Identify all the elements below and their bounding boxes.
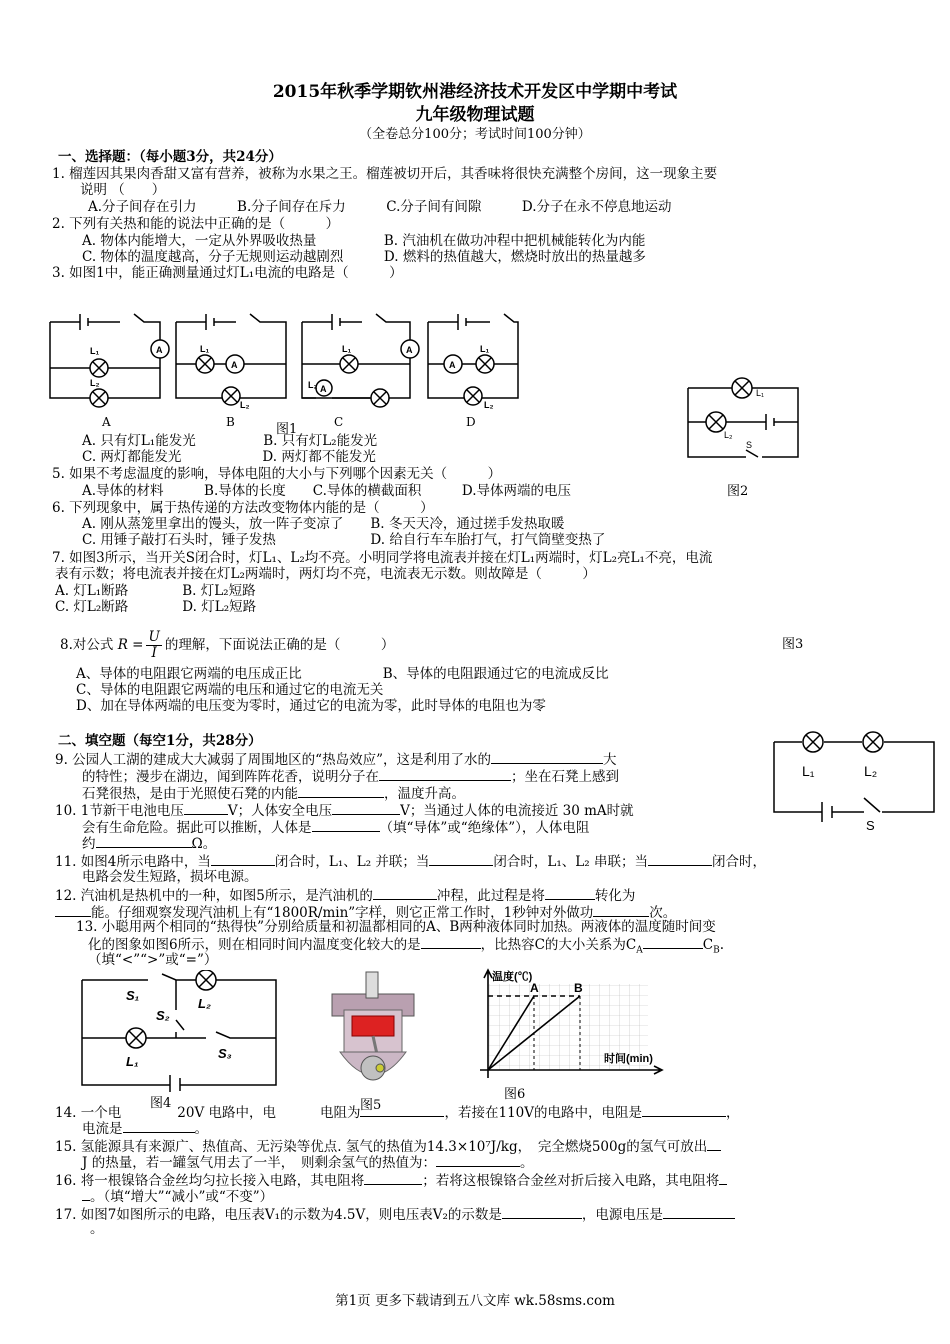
q13-line-1: 13. 小聪用两个相同的“热得快”分别给质量和初温都相同的A、B两种液体同时加热。两液体的温度随时间变 [76, 919, 716, 935]
q12-line-1: 12. 汽油机是热机中的一种，如图5所示，是汽油机的 冲程，此过程是将 转化为 [55, 888, 636, 904]
fig1-label-c: C [334, 415, 344, 428]
page-footer: 第1页 更多下载请到五八文库 wk.58sms.com [335, 1293, 615, 1309]
q10-line-2: 会有生命危险。据此可以推断，人体是 （填“导体”或“绝缘体”），人体电阻 [82, 820, 590, 836]
q12-line-2: 能。仔细观察发现汽油机上有“1800R/min”字样，则它正常工作时，1秒钟对外做功 次。 [55, 903, 676, 922]
svg-text:L₁: L₁ [480, 344, 490, 354]
q9-line-3: 石凳很热，是由于光照使石凳的内能 ，温度升高。 [82, 786, 465, 802]
q1-line-1: 1. 榴莲因其果肉香甜又富有营养，被称为水果之王。榴莲被切开后，其香味将很快充满整个房间，这一现象主要 [52, 166, 718, 182]
q11-line-2: 电路会发生短路，损坏电源。 [82, 869, 258, 885]
q17-line-1: 17. 如图7如图所示的电路，电压表V₁的示数为4.5V，则电压表V₂的示数是 ，电源电压是 [55, 1205, 735, 1224]
q13-line-2: 化的图象如图6所示，则在相同时间内温度变化较大的是 ，比热容C的大小关系为$C_A$ $C_B$. [88, 937, 725, 956]
q2-options-2: C. 物体的温度越高，分子无规则运动越剧烈 D. 燃料的热值越大，燃烧时放出的热量越多 [82, 249, 646, 265]
figure-3-circuit [772, 728, 938, 832]
figure-5-engine [328, 970, 418, 1094]
q13-line-3: （填“<”“>”或“=”） [88, 952, 218, 968]
q6-options-2: C. 用锤子敲打石头时，锤子发热 D. 给自行车车胎打气，打气筒壁变热了 [82, 532, 606, 548]
svg-text:L₂: L₂ [90, 378, 100, 388]
svg-text:L₁: L₁ [90, 346, 100, 356]
figure-3-caption: 图3 [782, 637, 804, 652]
q14-line-1: 14. 一个电 20V 电路中，电 电阻为 ，若接在110V的电路中，电阻是 ， [55, 1105, 740, 1121]
q1-line-2: 说明 （ ） [80, 182, 166, 198]
q1-options: A.分子间存在引力 B.分子间存在斥力 C.分子间有间隙 D.分子在永不停息地运动 [88, 199, 672, 215]
q16-line-2: 。（填“增大”“减小”或“不变”） [82, 1187, 273, 1206]
q5-options: A.导体的材料 B.导体的长度 C.导体的横截面积 D.导体两端的电压 [82, 483, 572, 499]
fig6-y-label: 温度(℃) [492, 971, 533, 983]
figure-2-caption: 图2 [727, 484, 749, 499]
figure-4-circuit [80, 970, 280, 1092]
figure-6-graph [470, 966, 670, 1084]
svg-text:S: S [746, 440, 753, 450]
ammeter-a-label: A [156, 345, 163, 355]
q2-stem: 2. 下列有关热和能的说法中正确的是（ ） [52, 216, 340, 232]
q9-line-2: 的特性；漫步在湖边，闻到阵阵花香，说明分子在 ；坐在石凳上感到 [82, 769, 619, 785]
q11-line-1: 11. 如图4所示电路中，当 闭合时，L₁、L₂ 并联；当 闭合时，L₁、L₂ 串联；当 闭合时， [55, 854, 766, 870]
exam-subject-title: 九年级物理试题 [415, 105, 535, 125]
q15-line-2: J 的热量，若一罐氢气用去了一半， 则剩余氢气的热值为： 。 [82, 1155, 534, 1171]
fig1-label-b: B [226, 415, 235, 428]
q10-line-1: 10. 1节新干电池电压 V；人体安全电压 V；当通过人体的电流接近 30 mA时就 [55, 803, 634, 819]
q2-options-1: A. 物体内能增大，一定从外界吸收热量 B. 汽油机在做功冲程中把机械能转化为内能 [82, 233, 646, 249]
fig1-label-d: D [466, 415, 476, 428]
ammeter-b-label: A [231, 360, 238, 370]
fig6-point-b: B [574, 981, 583, 995]
q10-line-3: 约 Ω。 [82, 836, 217, 852]
q17-line-2: 。 [90, 1221, 104, 1237]
svg-text:L₁: L₁ [342, 344, 352, 354]
svg-text:L₁: L₁ [200, 344, 210, 354]
figure-2-circuit [686, 372, 806, 464]
q6-stem: 6. 下列现象中，属于热传递的方法改变物体内能的是（ ） [52, 500, 434, 516]
q8-stem: 8.对公式 R = $\frac{U}{I}$ 的理解，下面说法正确的是（ ） [60, 629, 395, 661]
svg-text:L₂: L₂ [198, 996, 211, 1011]
q14-line-2: 电流是 。 [82, 1121, 208, 1137]
svg-text:S₁: S₁ [126, 988, 140, 1003]
q7-line-2: 表有示数；将电流表并接在灯L₂两端时，两灯均不亮，电流表无示数。则故障是（ ） [55, 566, 596, 582]
ammeter-c-label: A [406, 345, 413, 355]
q16-line-1: 16. 将一根镍铬合金丝均匀拉长接入电路，其电阻将 ；若将这根镍铬合金丝对折后接入电路，其电阻将 [55, 1171, 727, 1190]
figure-1-circuits [40, 308, 540, 428]
figure-4-caption: 图4 [150, 1096, 172, 1111]
figure-5-caption: 图5 [360, 1098, 382, 1113]
svg-text:L₂: L₂ [240, 400, 250, 410]
exam-info: （全卷总分100分；考试时间100分钟） [359, 127, 591, 142]
q3-stem: 3. 如图1中，能正确测量通过灯L₁电流的电路是（ ） [52, 265, 403, 281]
q5-stem: 5. 如果不考虑温度的影响，导体电阻的大小与下列哪个因素无关（ ） [52, 466, 502, 482]
svg-text:L₁: L₁ [756, 388, 765, 398]
q8-options-1: A、导体的电阻跟它两端的电压成正比 B、导体的电阻跟通过它的电流成反比 [76, 666, 609, 682]
q4-options-1: A. 只有灯L₁能发光 B. 只有灯L₂能发光 [82, 433, 378, 449]
q9-line-1: 9. 公园人工湖的建成大大减弱了周围地区的“热岛效应”，这是利用了水的 大 [55, 752, 617, 768]
section-2-heading: 二、填空题（每空1分，共28分） [58, 733, 262, 749]
section-1-heading: 一、选择题：（每小题3分，共24分） [58, 149, 282, 165]
exam-title: 2015年秋季学期钦州港经济技术开发区中学期中考试 [272, 82, 678, 102]
q6-options-1: A. 刚从蒸笼里拿出的馒头，放一阵子变凉了 B. 冬天天冷，通过搓手发热取暖 [82, 516, 565, 532]
q7-line-1: 7. 如图3所示，当开关S闭合时，灯L₁、L₂均不亮。小明同学将电流表并接在灯L₁两端时，灯L₂亮L₁不亮，电流 [52, 550, 713, 566]
svg-text:L₂: L₂ [484, 400, 494, 410]
fig1-label-a: A [102, 415, 111, 428]
q8-options-2: C、导体的电阻跟它两端的电压和通过它的电流无关 [76, 682, 384, 698]
q8-options-3: D、加在导体两端的电压变为零时，通过它的电流为零，此时导体的电阻也为零 [76, 698, 546, 714]
figure-6-caption: 图6 [504, 1087, 526, 1102]
q7-options-1: A. 灯L₁断路 B. 灯L₂短路 [55, 583, 256, 599]
figure-1-caption: 图1 [276, 422, 298, 437]
fig6-x-label: 时间(min) [604, 1053, 653, 1065]
q7-options-2: C. 灯L₂断路 D. 灯L₂短路 [55, 599, 257, 615]
svg-text:L₁: L₁ [802, 763, 815, 779]
svg-text:S₂: S₂ [156, 1008, 170, 1023]
q4-options-2: C. 两灯都能发光 D. 两灯都不能发光 [82, 449, 376, 465]
q15-line-1: 15. 氢能源具有来源广、热值高、无污染等优点. 氢气的热值为14.3×10⁷J/kg， 完全燃烧500g的氢气可放出 [55, 1137, 721, 1156]
svg-text:S: S [866, 818, 875, 832]
svg-text:L₂: L₂ [308, 380, 318, 390]
ammeter-d-label: A [449, 360, 456, 370]
svg-text:L₂: L₂ [724, 430, 733, 440]
svg-text:L₁: L₁ [126, 1054, 139, 1069]
fig6-point-a: A [530, 981, 539, 995]
ammeter-c2-label: A [320, 384, 327, 394]
svg-text:S₃: S₃ [218, 1046, 232, 1061]
svg-text:L₂: L₂ [864, 763, 878, 779]
